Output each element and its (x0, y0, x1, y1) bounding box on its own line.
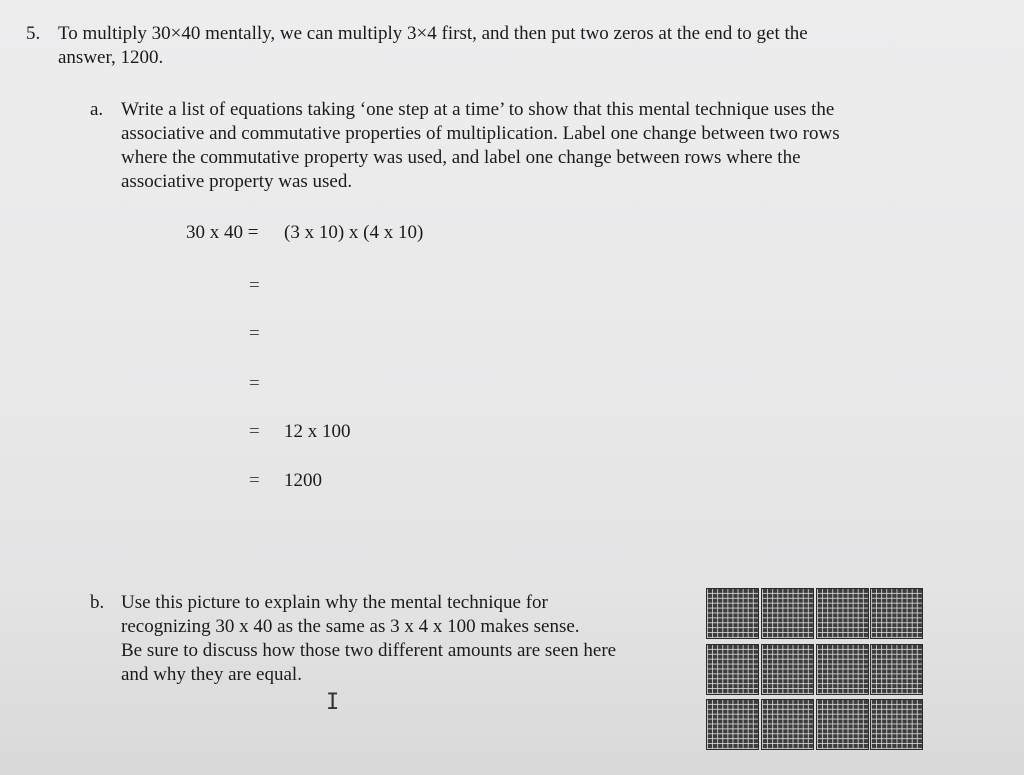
hundred-blocks-picture (706, 588, 922, 751)
problem-statement-line-2: answer, 1200. (58, 47, 164, 68)
hundred-block (816, 588, 869, 639)
part-a-instruction-line-2: associative and commutative properties of multiplication. Label one change between two rows (121, 123, 840, 144)
part-b-label: b. (90, 592, 105, 613)
problem-statement-line-1: To multiply 30×40 mentally, we can multiply 3×4 first, and then put two zeros at the end to get the (58, 23, 808, 44)
part-a-instruction-line-1: Write a list of equations taking ‘one step at a time’ to show that this mental technique uses the (121, 99, 835, 120)
equals-sign-row-2: = (249, 275, 260, 296)
hundred-block (870, 699, 923, 750)
equation-lhs: 30 x 40 = (186, 222, 259, 243)
part-b-instruction-line-2: recognizing 30 x 40 as the same as 3 x 4 x 100 makes sense. (121, 616, 580, 637)
hundred-block (706, 699, 759, 750)
hundred-block (761, 644, 814, 695)
part-a-instruction-line-4: associative property was used. (121, 171, 353, 192)
hundred-block (870, 644, 923, 695)
part-b-instruction-line-4: and why they are equal. (121, 664, 302, 685)
equals-sign-row-6: = (249, 470, 260, 491)
hundred-block (706, 644, 759, 695)
part-a-label: a. (90, 99, 104, 120)
part-b-instruction-line-3: Be sure to discuss how those two different amounts are seen here (121, 640, 617, 661)
text-cursor-icon: I (326, 690, 340, 715)
equals-sign-row-4: = (249, 373, 260, 394)
equals-sign-row-5: = (249, 421, 260, 442)
part-a-instruction-line-3: where the commutative property was used, and label one change between rows where the (121, 147, 801, 168)
equation-row-6: 1200 (284, 470, 322, 491)
equation-row-1: (3 x 10) x (4 x 10) (284, 222, 424, 243)
hundred-block (761, 588, 814, 639)
problem-number: 5. (26, 23, 41, 44)
hundred-block (761, 699, 814, 750)
equals-sign-row-3: = (249, 323, 260, 344)
equation-row-5: 12 x 100 (284, 421, 351, 442)
hundred-block (870, 588, 923, 639)
hundred-block (816, 699, 869, 750)
hundred-block (706, 588, 759, 639)
hundred-block (816, 644, 869, 695)
part-b-instruction-line-1: Use this picture to explain why the mental technique for (121, 592, 548, 613)
